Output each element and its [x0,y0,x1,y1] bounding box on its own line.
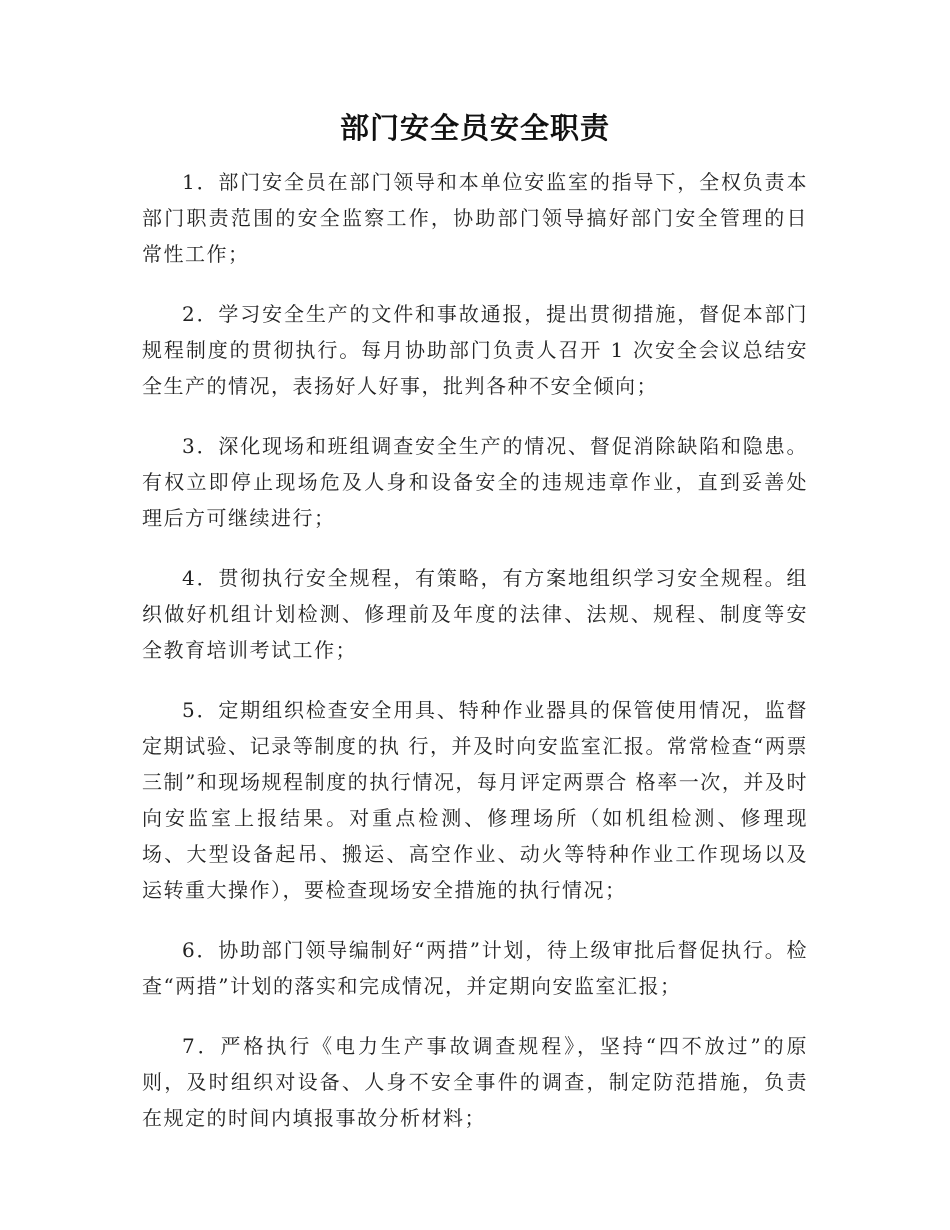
paragraph-1: 1．部门安全员在部门领导和本单位安监室的指导下，全权负责本部门职责范围的安全监察工作，协助部门领导搞好部门安全管理的日常性工作； [142,170,808,266]
paragraph-3: 3．深化现场和班组调查安全生产的情况、督促消除缺陷和隐患。有权立即停止现场危及人身和设备安全的违规违章作业，直到妥善处理后方可继续进行； [142,434,808,530]
paragraph-2: 2．学习安全生产的文件和事故通报，提出贯彻措施，督促本部门规程制度的贯彻执行。每月协助部门负责人召开 1 次安全会议总结安全生产的情况，表扬好人好事，批判各种不安全倾向； [142,302,808,398]
paragraph-4: 4．贯彻执行安全规程，有策略，有方案地组织学习安全规程。组织做好机组计划检测、修理前及年度的法律、法规、规程、制度等安全教育培训考试工作； [142,566,808,662]
paragraph-5: 5．定期组织检查安全用具、特种作业器具的保管使用情况，监督定期试验、记录等制度的执 行，并及时向安监室汇报。常常检查“两票三制”和现场规程制度的执行情况，每月评定两票合 格率一次，并及时向安监室上报结果。对重点检测、修理场所（如机组检测、修理现场、大型设备起吊、搬运、高空作业、动火等特种作业工作现场以及运转重大操作），要检查现场安全措施的执行情况； [142,698,808,902]
paragraph-6: 6．协助部门领导编制好“两措”计划，待上级审批后督促执行。检查“两措”计划的落实和完成情况，并定期向安监室汇报； [142,938,808,998]
page-title: 部门安全员安全职责 [339,111,610,145]
paragraph-7: 7．严格执行《电力生产事故调查规程》，坚持“四不放过”的原则，及时组织对设备、人身不安全事件的调查，制定防范措施，负责在规定的时间内填报事故分析材料； [142,1034,808,1130]
